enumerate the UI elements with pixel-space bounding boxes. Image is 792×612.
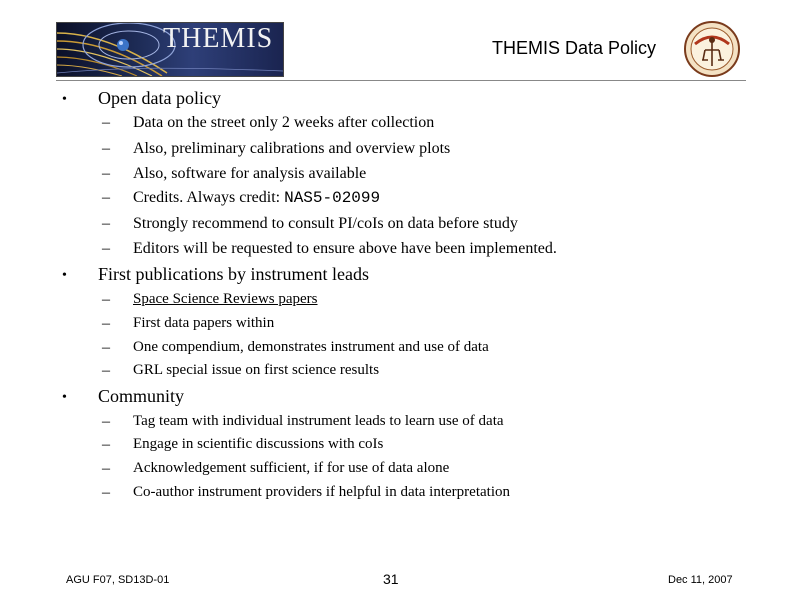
dash-icon: –: [102, 165, 110, 182]
dash-icon: –: [102, 413, 110, 430]
section-heading: Community: [98, 386, 185, 406]
section-heading: Open data policy: [98, 88, 221, 108]
dash-icon: –: [102, 240, 110, 257]
list-item: Also, software for analysis available: [133, 165, 367, 182]
page-number: 31: [383, 571, 399, 587]
bullet-icon: •: [62, 390, 67, 405]
footer-citation: AGU F07, SD13D-01: [66, 574, 170, 586]
bullet-icon: •: [62, 92, 67, 107]
dash-icon: –: [102, 215, 110, 232]
dash-icon: –: [102, 315, 110, 332]
header-divider: [56, 80, 746, 81]
dash-icon: –: [102, 460, 110, 477]
list-item: GRL special issue on first science results: [133, 362, 380, 378]
section-heading: First publications by instrument leads: [98, 264, 369, 284]
bullet-icon: •: [62, 268, 67, 283]
list-item: [133, 189, 380, 207]
list-item: Editors will be requested to ensure above have been implemented.: [133, 240, 557, 257]
list-item: One compendium, demonstrates instrument and use of data: [133, 339, 489, 355]
list-item: Engage in scientific discussions with coIs: [133, 436, 384, 452]
dash-icon: –: [102, 189, 110, 206]
credit-text: Credits. Always credit:: [133, 189, 285, 206]
themis-mission-logo-icon: [683, 20, 741, 78]
themis-banner: [56, 22, 284, 77]
list-item: Co-author instrument providers if helpful in data interpretation: [133, 484, 510, 500]
list-item: Tag team with individual instrument leads to learn use of data: [133, 413, 504, 429]
slide-title: THEMIS Data Policy: [492, 38, 657, 58]
credit-code: NAS5-02099: [284, 189, 381, 207]
footer-date: Dec 11, 2007: [668, 574, 733, 586]
ssr-papers-link[interactable]: Space Science Reviews papers: [133, 291, 318, 307]
list-item: Acknowledgement sufficient, if for use of data alone: [133, 460, 450, 476]
list-item: Strongly recommend to consult PI/coIs on data before study: [133, 215, 518, 232]
dash-icon: –: [102, 291, 110, 308]
dash-icon: –: [102, 140, 110, 157]
dash-icon: –: [102, 362, 110, 379]
list-item: Also, preliminary calibrations and overview plots: [133, 140, 451, 157]
dash-icon: –: [102, 339, 110, 356]
dash-icon: –: [102, 436, 110, 453]
list-item: First data papers within: [133, 315, 275, 331]
list-item: Data on the street only 2 weeks after collection: [133, 114, 435, 131]
dash-icon: –: [102, 484, 110, 501]
dash-icon: –: [102, 114, 110, 131]
banner-title: THEMIS: [163, 23, 274, 54]
